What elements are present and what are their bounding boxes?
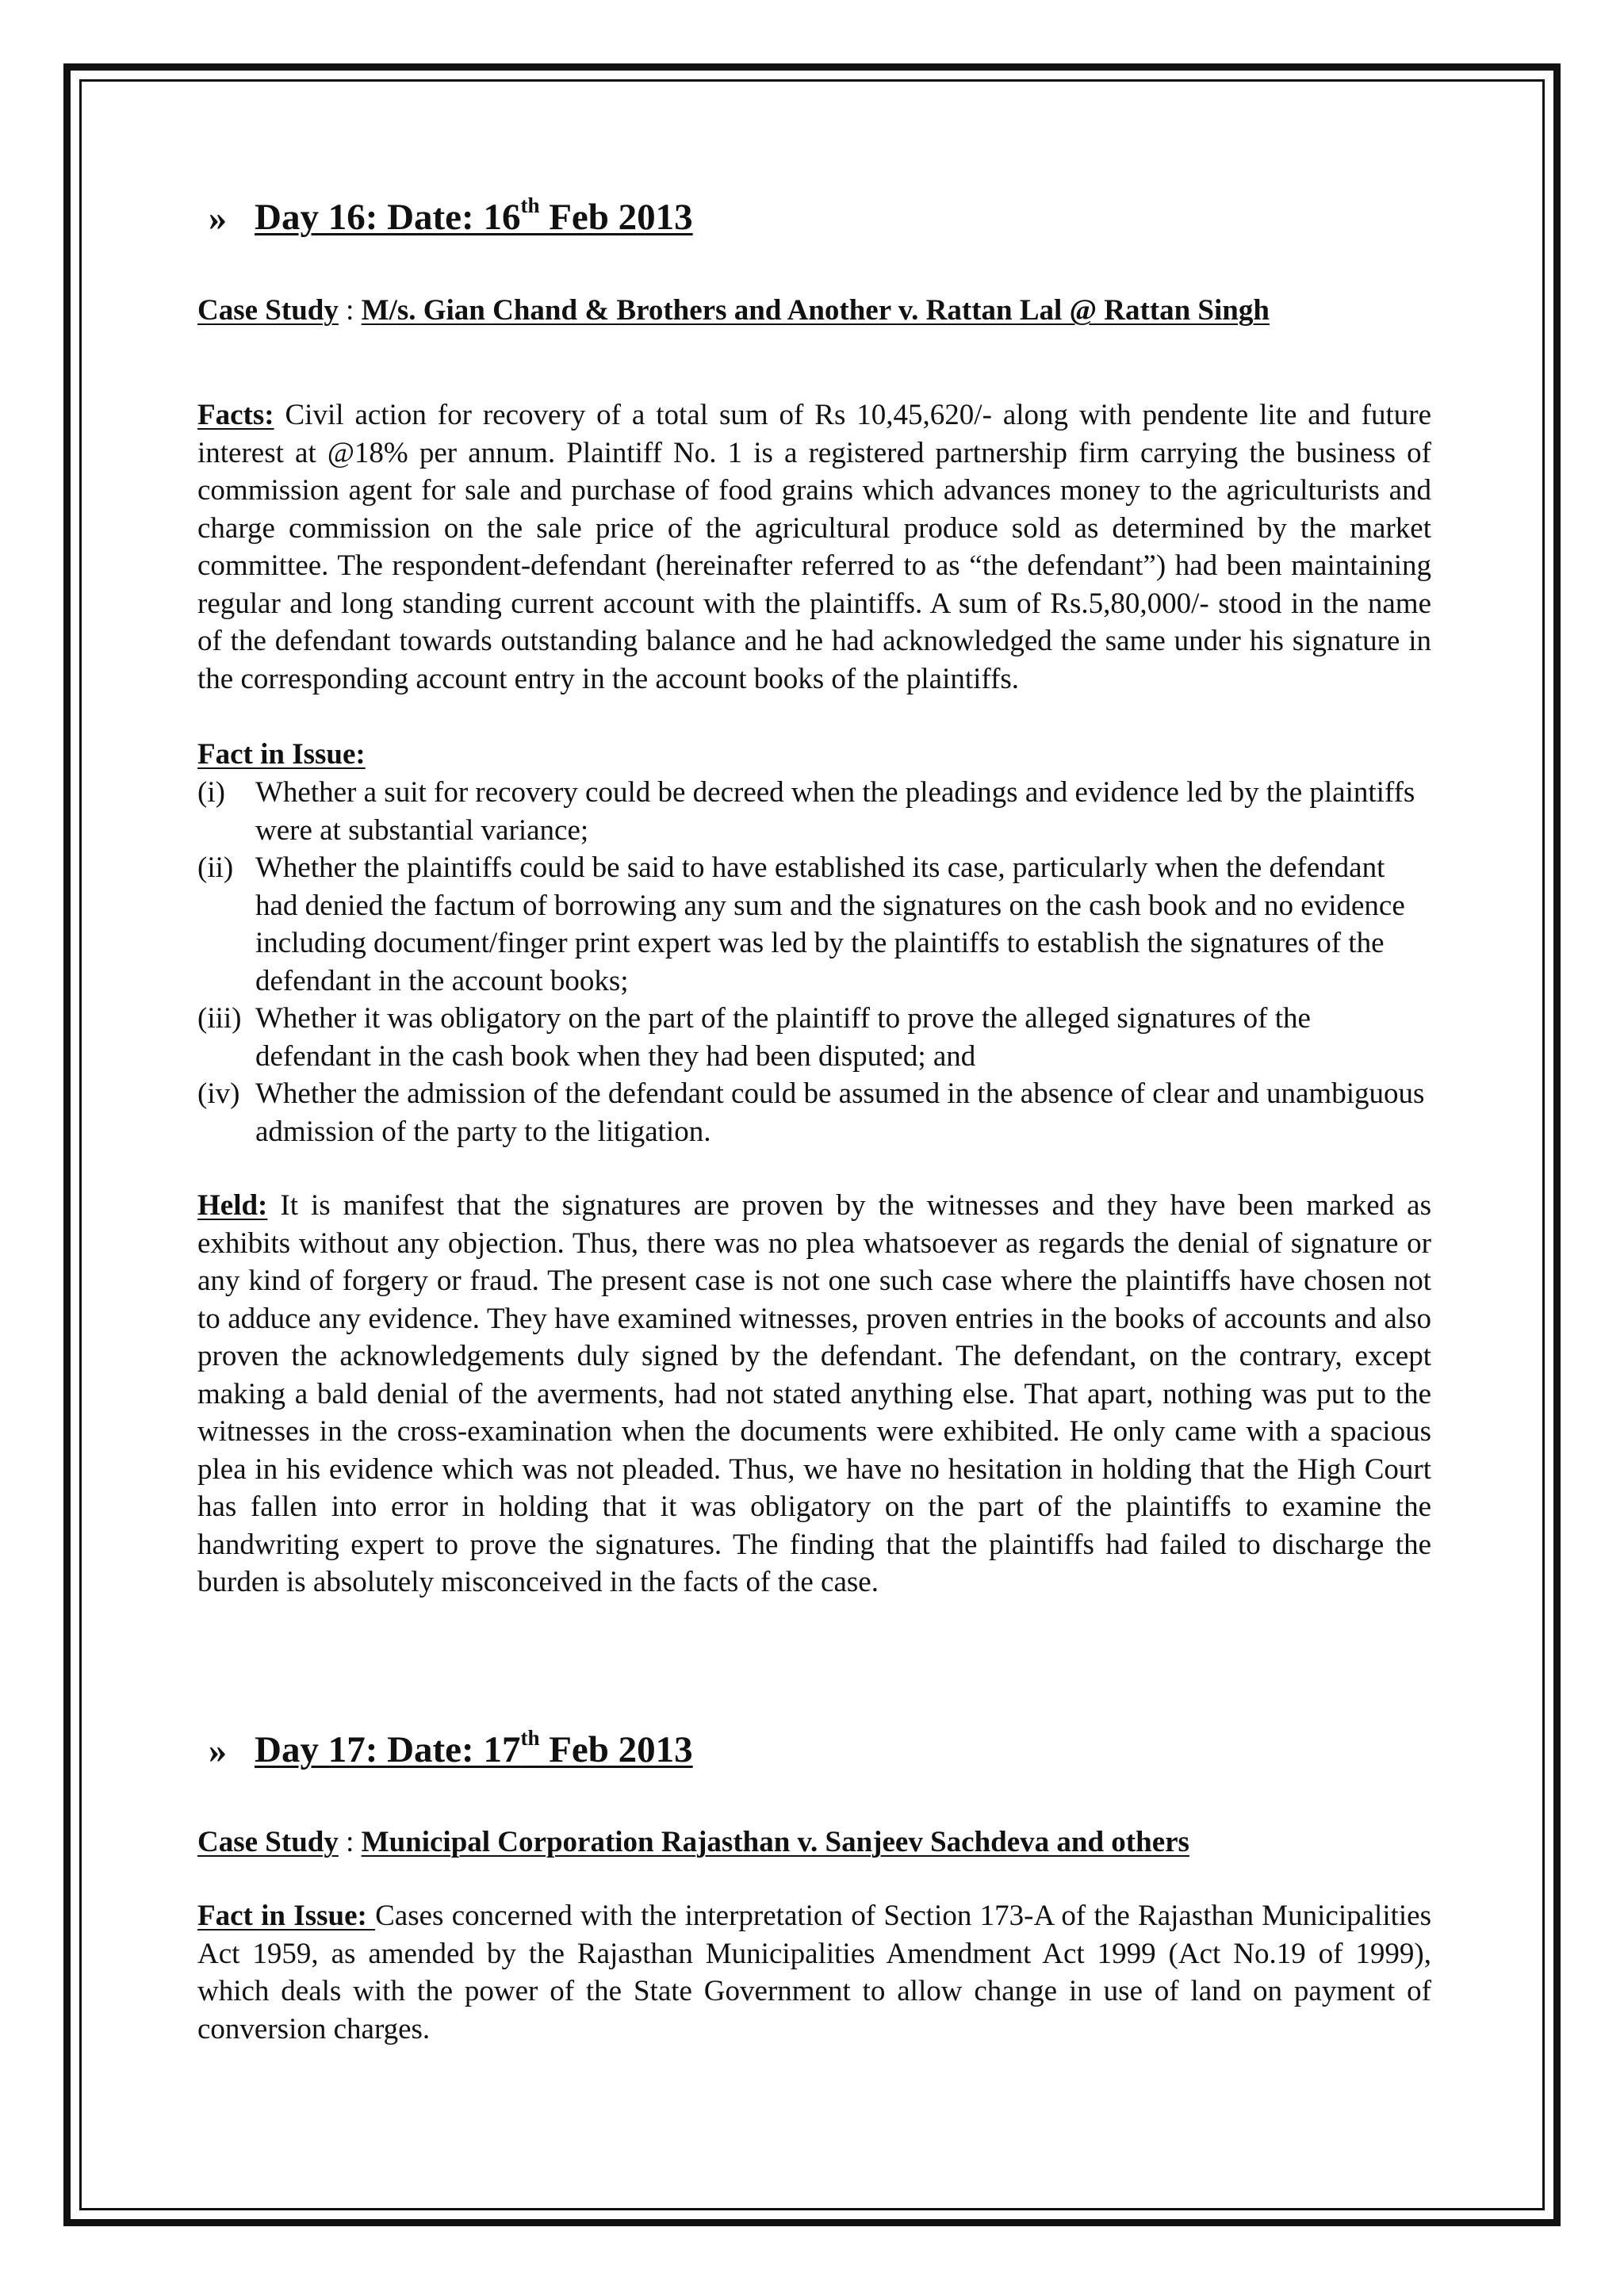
- issue-item: (iii) Whether it was obligatory on the part of the plaintiff to prove the alleged signatures of the defendant in the cash book when they had been disputed; and: [197, 1002, 1311, 1073]
- issue-item: (i) Whether a suit for recovery could be decreed when the pleadings and evidence led by the plaintiffs were at substantial variance;: [197, 776, 1415, 847]
- day17-fact-in-issue: [197, 1897, 1431, 2048]
- facts-text: Civil action for recovery of a total sum of Rs 10,45,620/- along with pendente lite and future interest at @18% per annum. Plaintiff No. 1 is a registered partnership firm carrying the business of commission agent for sale and purchase of food grains which advances money to the agriculturists and charge commission on the sale price of the agricultural produce sold as determined by the market committee. The respondent-defendant (hereinafter referred to as “the defendant”) had been maintaining regular and long standing current account with the plaintiffs. A sum of Rs.5,80,000/- stood in the name of the defendant towards outstanding balance and he had acknowledged the same under his signature in the corresponding account entry in the account books of the plaintiffs.: [197, 399, 1431, 695]
- day16-facts: [197, 396, 1431, 698]
- case-title: M/s. Gian Chand & Brothers and Another v. Rattan Lal @ Rattan Singh: [361, 294, 1270, 327]
- day17-heading: [197, 1728, 693, 1774]
- double-chevron-right-icon: »: [209, 197, 227, 238]
- facts-label: Facts:: [197, 399, 274, 431]
- day16-held: [197, 1187, 1431, 1601]
- day16-fact-in-issue-heading: Fact in Issue:: [197, 738, 366, 771]
- day16-issue-list: [197, 774, 1431, 1150]
- case-title: Municipal Corporation Rajasthan v. Sanjeev Sachdeva and others: [361, 1826, 1189, 1858]
- held-label: Held:: [197, 1189, 268, 1222]
- day16-title: Day 16: Date: 16th Feb 2013: [255, 193, 693, 238]
- day16-heading: [197, 193, 693, 242]
- day17-title: Day 17: Date: 17th Feb 2013: [255, 1726, 693, 1770]
- case-study-label: Case Study: [197, 1826, 339, 1858]
- held-text: It is manifest that the signatures are proven by the witnesses and they have been marked as exhibits without any objection. Thus, there was no plea whatsoever as regards the denial of signature or any kind of forgery or fraud. The present case is not one such case where the plaintiffs have chosen not to adduce any evidence. They have examined witnesses, proven entries in the books of accounts and also proven the acknowledgements duly signed by the defendant. The defendant, on the contrary, except making a bald denial of the averments, had not stated anything else. That apart, nothing was put to the witnesses in the cross-examination when the documents were exhibited. He only came with a spacious plea in his evidence which was not pleaded. Thus, we have no hesitation in holding that the High Court has fallen into error in holding that it was obligatory on the part of the plaintiffs to examine the handwriting expert to prove the signatures. The finding that the plaintiffs had failed to discharge the burden is absolutely misconceived in the facts of the case.: [197, 1189, 1431, 1598]
- case-study-label: Case Study: [197, 294, 339, 327]
- day16-case-study: Case Study : M/s. Gian Chand & Brothers and Another v. Rattan Lal @ Rattan Singh: [197, 294, 1270, 327]
- issue-item: (iv) Whether the admission of the defendant could be assumed in the absence of clear and unambiguous admission of the party to the litigation.: [197, 1077, 1425, 1148]
- fact-in-issue-label: Fact in Issue:: [197, 1900, 376, 1932]
- double-chevron-right-icon: »: [209, 1729, 227, 1770]
- fact-in-issue-text: Cases concerned with the interpretation of Section 173-A of the Rajasthan Municipalities Act 1959, as amended by the Rajasthan Municipalities Amendment Act 1999 (Act No.19 of 1999), which deals with the power of the State Government to allow change in use of land on payment of conversion charges.: [197, 1900, 1431, 2045]
- issue-item: (ii) Whether the plaintiffs could be said to have established its case, particularly when the defendant had denied the factum of borrowing any sum and the signatures on the cash book and no evidence including document/finger print expert was led by the plaintiffs to establish the signatures of the defendant in the account books;: [197, 851, 1405, 997]
- day17-case-study: Case Study : Municipal Corporation Rajasthan v. Sanjeev Sachdeva and others: [197, 1826, 1189, 1858]
